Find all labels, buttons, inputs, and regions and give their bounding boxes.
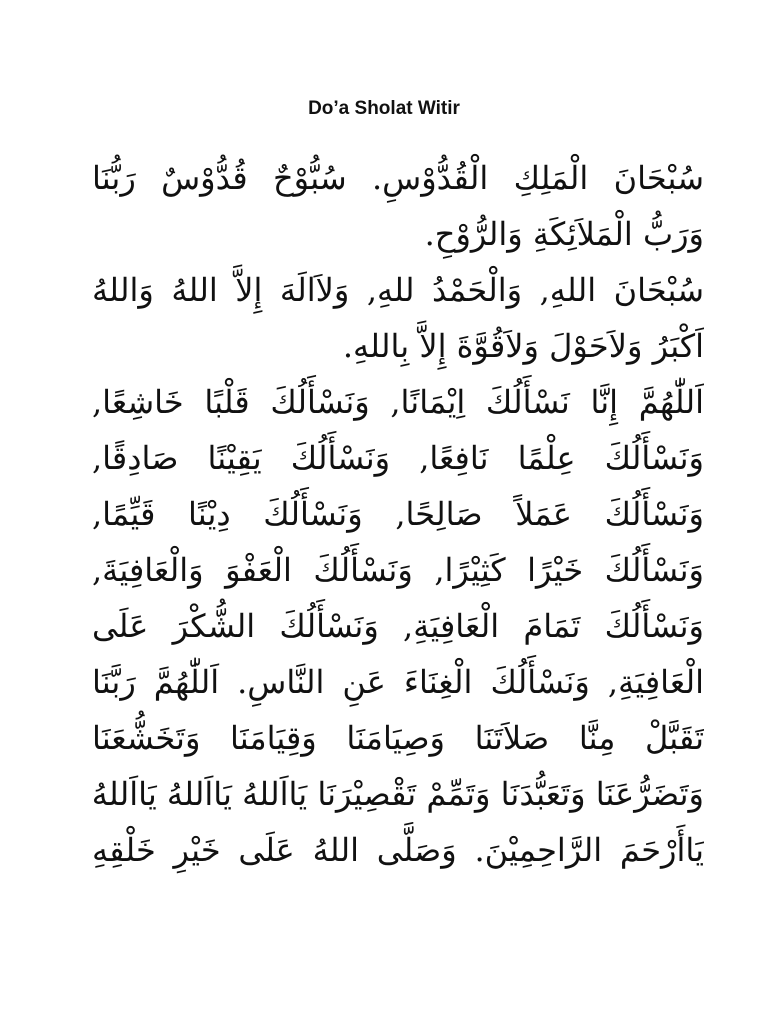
prayer-line: وَنَسْأَلُكَ خَيْرًا كَثِيْرًا, وَنَسْأَلُكَ الْعَفْوَ وَالْعَافِيَةَ, — [92, 551, 704, 589]
prayer-line: اَللّٰهُمَّ إِنَّا نَسْأَلُكَ اِيْمَانًا, وَنَسْأَلُكَ قَلْبًا خَاشِعًا, — [92, 383, 704, 421]
prayer-line: وَنَسْأَلُكَ عَمَلاً صَالِحًا, وَنَسْأَلُكَ دِيْنًا قَيِّمًا, — [92, 495, 704, 533]
prayer-line: وَنَسْأَلُكَ عِلْمًا نَافِعًا, وَنَسْأَلُكَ يَقِيْنًا صَادِقًا, — [92, 439, 704, 477]
document-title: Do’a Sholat Witir — [308, 98, 460, 119]
prayer-line: يَاأَرْحَمَ الرَّاحِمِيْنَ. وَصَلَّى اللهُ عَلَى خَيْرِ خَلْقِهِ — [92, 831, 704, 869]
prayer-line: الْعَافِيَةِ, وَنَسْأَلُكَ الْغِنَاءَ عَنِ النَّاسِ. اَللّٰهُمَّ رَبَّنَا — [92, 663, 704, 701]
prayer-line: تَقَبَّلْ مِنَّا صَلاَتَنَا وَصِيَامَنَا وَقِيَامَنَا وَتَخَشُّعَنَا — [92, 719, 704, 757]
prayer-line: وَرَبُّ الْمَلاَئِكَةِ وَالرُّوْحِ. — [424, 215, 704, 253]
prayer-line: اَكْبَرُ وَلاَحَوْلَ وَلاَقُوَّةَ إِلاَّ بِاللهِ. — [342, 327, 704, 365]
prayer-line: وَنَسْأَلُكَ تَمَامَ الْعَافِيَةِ, وَنَسْأَلُكَ الشُّكْرَ عَلَى — [92, 607, 704, 645]
prayer-line: وَتَضَرُّعَنَا وَتَعَبُّدَنَا وَتَمِّمْ تَقْصِيْرَنَا يَااَللهُ يَااَللهُ يَااَللهُ — [92, 775, 704, 813]
prayer-text — [92, 150, 704, 878]
prayer-line: سُبْحَانَ الْمَلِكِ الْقُدُّوْسِ. سُبُّوْحٌ قُدُّوْسٌ رَبُّنَا — [92, 159, 704, 197]
prayer-line: سُبْحَانَ اللهِ, وَالْحَمْدُ للهِ, وَلاَالَهَ إِلاَّ اللهُ وَاللهُ — [92, 271, 704, 309]
